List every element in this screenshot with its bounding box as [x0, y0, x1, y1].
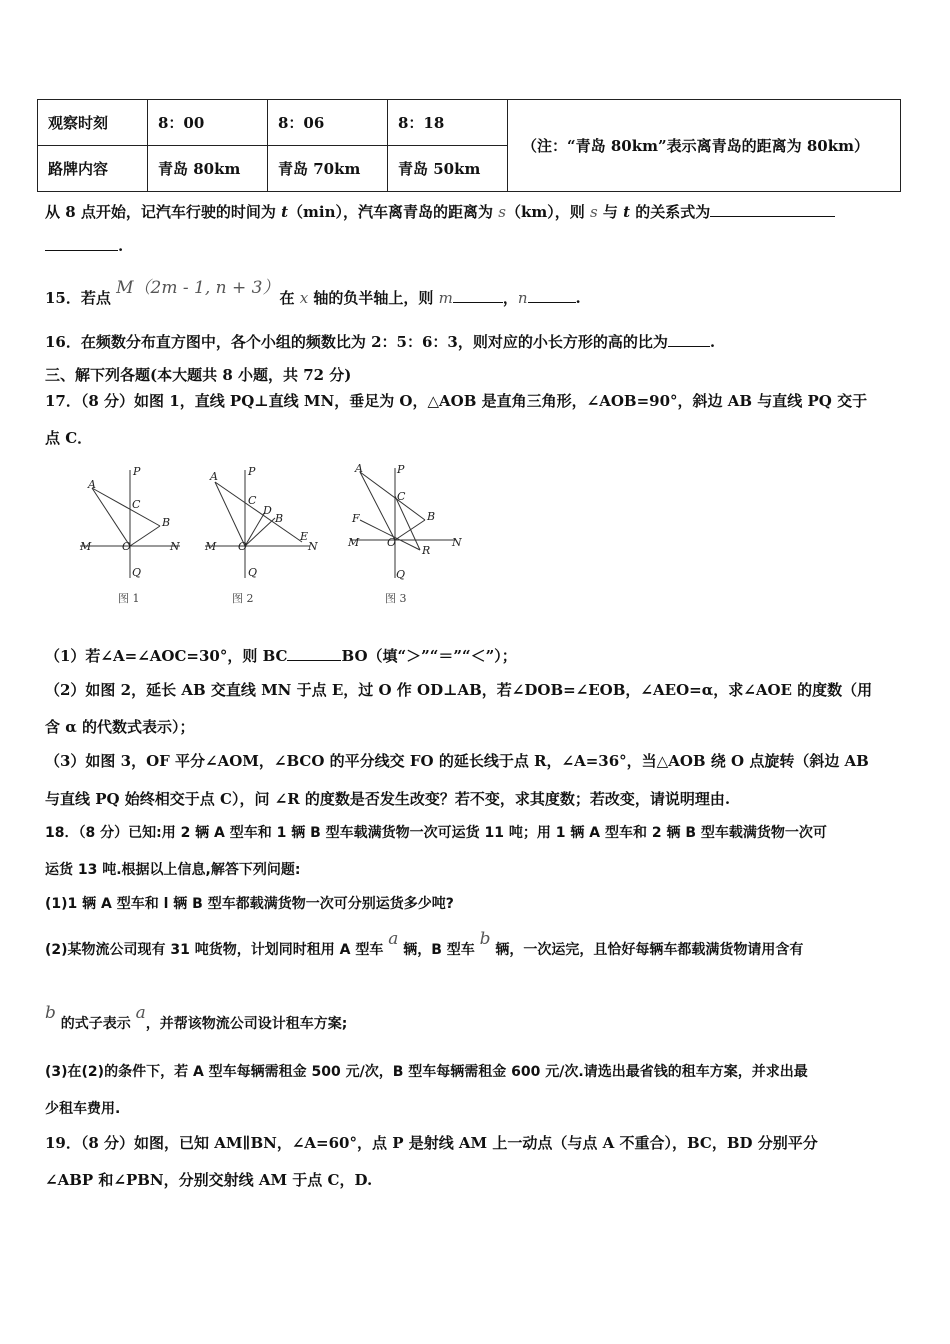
svg-text:M: M	[348, 536, 360, 549]
svg-text:M: M	[205, 540, 217, 553]
svg-text:D: D	[263, 504, 272, 517]
svg-text:N: N	[308, 540, 318, 553]
q18-part3-line2: 少租车费用.	[45, 1101, 121, 1117]
svg-text:F: F	[352, 512, 360, 525]
q18-part2-line2: b 的式子表示 a，并帮该物流公司设计租车方案;	[45, 1003, 348, 1032]
q17-part1: （1）若∠A=∠AOC=30°，则 BC BO（填“＞”“＝”“＜”）；	[45, 647, 517, 665]
answer-blank	[45, 236, 118, 251]
table-time-1: 8：00	[148, 100, 268, 146]
fig3-caption: 图 3	[385, 592, 407, 605]
svg-text:R: R	[422, 544, 431, 557]
q14-line2: .	[45, 236, 123, 255]
section-heading: 三、解下列各题(本大题共 8 小题，共 72 分)	[45, 366, 352, 384]
q17-line2: 点 C．	[45, 429, 93, 447]
svg-text:B: B	[427, 510, 436, 523]
fig2-caption: 图 2	[232, 592, 254, 605]
svg-text:O: O	[387, 536, 397, 549]
svg-text:P: P	[397, 463, 405, 476]
answer-blank	[528, 288, 576, 303]
q17-figures	[70, 458, 470, 608]
observation-table	[37, 99, 901, 192]
svg-text:E: E	[300, 530, 309, 543]
svg-text:A: A	[355, 462, 363, 475]
answer-blank	[453, 288, 503, 303]
svg-text:B: B	[162, 516, 171, 529]
svg-text:N: N	[170, 540, 180, 553]
table-sign-1: 青岛 80km	[148, 146, 268, 192]
figure-3	[350, 468, 455, 578]
q17-line1: 17．（8 分）如图 1，直线 PQ⊥直线 MN，垂足为 O，△AOB 是直角三角形，∠AOB=90°，斜边 AB 与直线 PQ 交于	[45, 392, 868, 410]
q18-part1: (1)1 辆 A 型车和 l 辆 B 型车都载满货物一次可分别运货多少吨?	[45, 896, 454, 912]
q19-line2: ∠ABP 和∠PBN，分别交射线 AM 于点 C，D.	[45, 1171, 373, 1189]
svg-text:P: P	[248, 465, 256, 478]
table-time-3: 8：18	[388, 100, 508, 146]
table-header-sign: 路牌内容	[38, 146, 148, 192]
q18-line1: 18．（8 分）已知:用 2 辆 A 型车和 1 辆 B 型车载满货物一次可运货 11 吨；用 1 辆 A 型车和 2 辆 B 型车载满货物一次可	[45, 825, 827, 841]
q17-part2-line1: （2）如图 2，延长 AB 交直线 MN 于点 E，过 O 作 OD⊥AB，若∠DOB=∠EOB，∠AEO=α，求∠AOE 的度数（用	[45, 681, 873, 699]
svg-text:C: C	[397, 490, 406, 503]
point-expression: M（2m - 1, n + 3）	[116, 278, 280, 298]
svg-text:C: C	[248, 494, 257, 507]
table-sign-2: 青岛 70km	[268, 146, 388, 192]
q18-part2-line1: (2)某物流公司现有 31 吨货物，计划同时租用 A 型车 a 辆，B 型车 b 辆，一次运完，且恰好每辆车都载满货物请用含有	[45, 929, 804, 958]
svg-text:A: A	[88, 478, 96, 491]
q18-line2: 运货 13 吨.根据以上信息,解答下列问题:	[45, 862, 301, 878]
q19-line1: 19．（8 分）如图，已知 AM∥BN，∠A=60°，点 P 是射线 AM 上一动点（与点 A 不重合），BC，BD 分别平分	[45, 1134, 818, 1152]
table-sign-3: 青岛 50km	[388, 146, 508, 192]
q16-line: 16．在频数分布直方图中，各个小组的频数比为 2：5：6：3，则对应的小长方形的高的比为 .	[45, 333, 716, 351]
svg-text:Q: Q	[248, 566, 258, 579]
q15-line: 15．若点 M（2m - 1, n + 3）在 x 轴的负半轴上，则 m ，n .	[45, 278, 581, 307]
svg-text:O: O	[122, 540, 132, 553]
q17-part2-line2: 含 α 的代数式表示）；	[45, 718, 195, 736]
figure-2	[205, 470, 310, 578]
table-time-2: 8：06	[268, 100, 388, 146]
svg-text:B: B	[275, 512, 284, 525]
svg-text:Q: Q	[132, 566, 142, 579]
answer-blank	[668, 332, 710, 347]
svg-text:M: M	[80, 540, 92, 553]
svg-text:N: N	[452, 536, 462, 549]
q14-line: 从 8 点开始，记汽车行驶的时间为 t（min），汽车离青岛的距离为 s（km），则 s 与 t 的关系式为	[45, 201, 835, 222]
answer-blank	[710, 202, 835, 217]
svg-text:Q: Q	[396, 568, 406, 581]
q17-part3-line1: （3）如图 3，OF 平分∠AOM，∠BCO 的平分线交 FO 的延长线于点 R，∠A=36°，当△AOB 绕 O 点旋转（斜边 AB	[45, 752, 869, 770]
fig1-caption: 图 1	[118, 592, 140, 605]
answer-blank	[287, 646, 341, 661]
svg-text:A: A	[210, 470, 218, 483]
table-header-time: 观察时刻	[38, 100, 148, 146]
svg-text:C: C	[132, 498, 141, 511]
table-note: （注：“青岛 80km”表示离青岛的距离为 80km）	[508, 100, 901, 192]
q17-part3-line2: 与直线 PQ 始终相交于点 C），问 ∠R 的度数是否发生改变？若不变，求其度数；若改变，请说明理由.	[45, 790, 731, 808]
svg-text:O: O	[238, 540, 248, 553]
svg-text:P: P	[133, 465, 141, 478]
q18-part3-line1: (3)在(2)的条件下，若 A 型车每辆需租金 500 元/次，B 型车每辆需租金 600 元/次.请选出最省钱的租车方案，并求出最	[45, 1064, 808, 1080]
